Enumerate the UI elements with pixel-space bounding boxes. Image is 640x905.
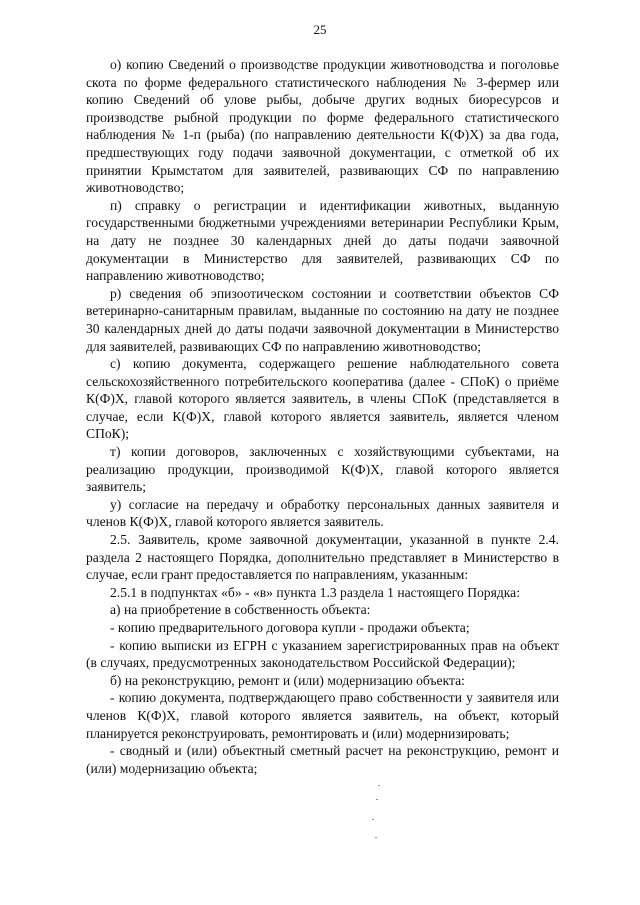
scan-speck xyxy=(376,799,378,800)
paragraph-b-item-2: - сводный и (или) объектный сметный расчет на реконструкцию, ремонт и (или) модернизацию объекта; xyxy=(86,743,559,776)
paragraph-s: с) копию документа, содержащего решение наблюдательного совета сельскохозяйственного потребительского кооператива (далее - СПоК) о приёме К(Ф)Х, главой которого является заявитель, в члены СПоК (представляется в случае, если К(Ф)Х, главой которого является заявитель, является членом СПоК); xyxy=(86,356,559,442)
paragraph-r: р) сведения об эпизоотическом состоянии и соответствии объектов СФ ветеринарно-санитарным правилам, выданные по состоянию на дату не позднее 30 календарных дней до даты подачи заявочной документации в Министерство для заявителей, развивающих СФ по направлению животноводство; xyxy=(86,285,559,354)
paragraph-2-5: 2.5. Заявитель, кроме заявочной документации, указанной в пункте 2.4. раздела 2 настоящего Порядка, дополнительно представляет в Министерство в случае, если грант предоставляется по направлениям, указанным: xyxy=(86,532,559,583)
paragraph-a-item-2: - копию выписки из ЕГРН с указанием зарегистрированных прав на объект (в случаях, предусмотренных законодательством Российской Федерации); xyxy=(86,637,559,671)
paragraph-o: о) копию Сведений о производстве продукции животноводства и поголовье скота по форме федерального статистического наблюдения № 3-фермер или копию Сведений об улове рыбы, добыче других водных биоресурсов и производстве рыбной продукции по форме федерального статистического наблюдения № 1-п (рыба) (по направлению деятельности К(Ф)Х) за два года, предшествующих году подачи заявочной документации, с отметкой об их принятии Крымстатом для заявителей, развивающих СФ по направлению животноводство; xyxy=(86,57,559,196)
paragraph-a: а) на приобретение в собственность объекта: xyxy=(110,602,371,618)
scan-speck xyxy=(375,837,377,838)
scan-specks xyxy=(372,785,382,845)
paragraph-b-item-1: - копию документа, подтверждающего право собственности у заявителя или членов К(Ф)Х, главой которого является заявитель, на объект, который планируется реконструировать, ремонтировать и (или) модернизировать; xyxy=(86,690,559,741)
paragraph-b: б) на реконструкцию, ремонт и (или) модернизацию объекта: xyxy=(110,672,465,688)
document-body xyxy=(86,56,559,777)
scan-speck xyxy=(378,785,380,786)
paragraph-a-item-1: - копию предварительного договора купли - продажи объекта; xyxy=(110,620,470,635)
scan-speck xyxy=(372,819,374,820)
paragraph-2-5-1: 2.5.1 в подпунктах «б» - «в» пункта 1.3 раздела 1 настоящего Порядка: xyxy=(110,584,520,600)
paragraph-u: у) согласие на передачу и обработку персональных данных заявителя и членов К(Ф)Х, главой которого является заявитель. xyxy=(86,496,559,530)
paragraph-p: п) справку о регистрации и идентификации животных, выданную государственными бюджетными учреждениями ветеринарии Республики Крым, на дату не позднее 30 календарных дней до даты подачи заявочной документации в Министерство для заявителей, развивающих СФ по направлению животноводство; xyxy=(86,197,559,284)
page-number: 25 xyxy=(313,22,327,37)
paragraph-t: т) копии договоров, заключенных с хозяйствующими субъектами, на реализацию продукции, производимой К(Ф)Х, главой которого является заявитель; xyxy=(86,444,559,495)
